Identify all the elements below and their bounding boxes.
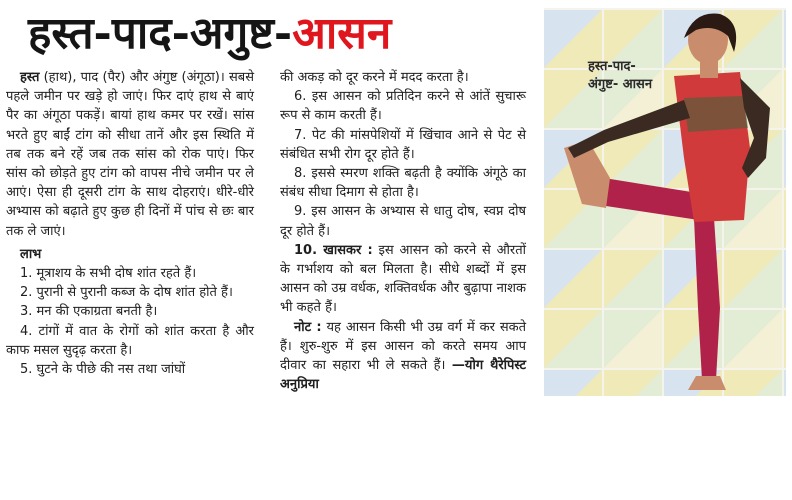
caption-line-2: अंगुष्ट- आसन [588,77,653,92]
note-label: नोट : [294,319,322,335]
benefit-point-8: 8. इससे स्मरण शक्ति बढ़ती है क्योंकि अंगूठे का संबंध सीधा दिमाग से होता है। [280,166,526,201]
article-title [28,2,548,66]
note-text: यह आसन किसी भी उम्र वर्ग में कर सकते हैं। शुरु-शुरु में इस आसन को करते समय आप दीवार का सहारा भी ले सकते हैं। [280,319,526,374]
article-column-2 [280,68,526,394]
benefit-point-7: 7. पेट की मांसपेशियों में खिंचाव आने से पेट से संबंधित सभी रोग दूर होते हैं। [280,127,526,162]
benefit-point-5: 5. घुटने के पीछे की नस तथा जांघों [20,362,186,378]
benefit-point-3: 3. मन की एकाग्रता बनती है। [20,304,158,320]
benefit-point-4: 4. टांगों में वात के रोगों को शांत करता है और काफ मसल सुदृढ़ करता है। [6,323,254,358]
intro-paragraph [6,68,254,241]
benefit-point-2: 2. पुरानी से पुरानी कब्ज के दोष शांत होते हैं। [20,285,233,301]
special-text: इस आसन को करने से औरतों के गर्भाशय को बल मिलता है। सीधे शब्दों में इस आसन को उम्र वर्धक, शक्तिवर्धक और बुढ़ापा नाशक भी कहते हैं। [280,242,526,316]
caption-line-1: हस्त-पाद- [588,59,636,74]
benefit-point-10 [280,241,526,318]
benefit-point-9: 9. इस आसन के अभ्यास से धातु दोष, स्वप्न दोष दूर होते हैं। [280,204,526,239]
special-label: 10. खासकर : [294,242,373,258]
standing-foot [688,376,726,390]
author-signature: —योग थैरेपिस्ट अनुप्रिया [280,358,526,393]
standing-leg [694,218,720,380]
note-paragraph [280,318,526,395]
benefit-point-1: 1. मूत्राशय के सभी दोष शांत रहते हैं। [20,266,197,282]
title-accent: आसन [292,8,392,59]
benefit-point-5-continued: की अकड़ को दूर करने में मदद करता है। [280,70,469,85]
benefit-point-6: 6. इस आसन को प्रतिदिन करने से आंतें सुचारू रूप से काम करती हैं। [280,89,526,124]
intro-lead-word: हस्त [20,70,40,85]
article-column-1 [6,68,254,379]
intro-text: (हाथ), पाद (पैर) और अंगुष्ट (अंगूठा)। सबसे पहले जमीन पर खड़े हो जाएं। फिर दाएं हाथ से बाएं पैर का अंगूठा पकड़ें। बायां हाथ कमर पर रखें। सांस भरते हुए बाईं टांग को सीधा तानें और इस स्थिति में तब तक बने रहें जब तक सांस को रोक पाएं। फिर सांस को छोड़ते हुए टांग को वापस नीचे जमीन पर ले आएं। ऐसा ही दूसरी टांग के साथ दोहराएं। धीरे-धीरे अभ्यास को बढ़ाते हुए कुछ ही दिनों में पांच से छः बार तक ले जाएं। [6,70,254,239]
extended-arm [568,100,690,158]
top-pattern [684,96,748,132]
benefits-heading: लाभ [20,246,42,262]
photo-caption [588,58,708,94]
title-main: हस्त-पाद-अगुष्ट- [28,8,293,59]
